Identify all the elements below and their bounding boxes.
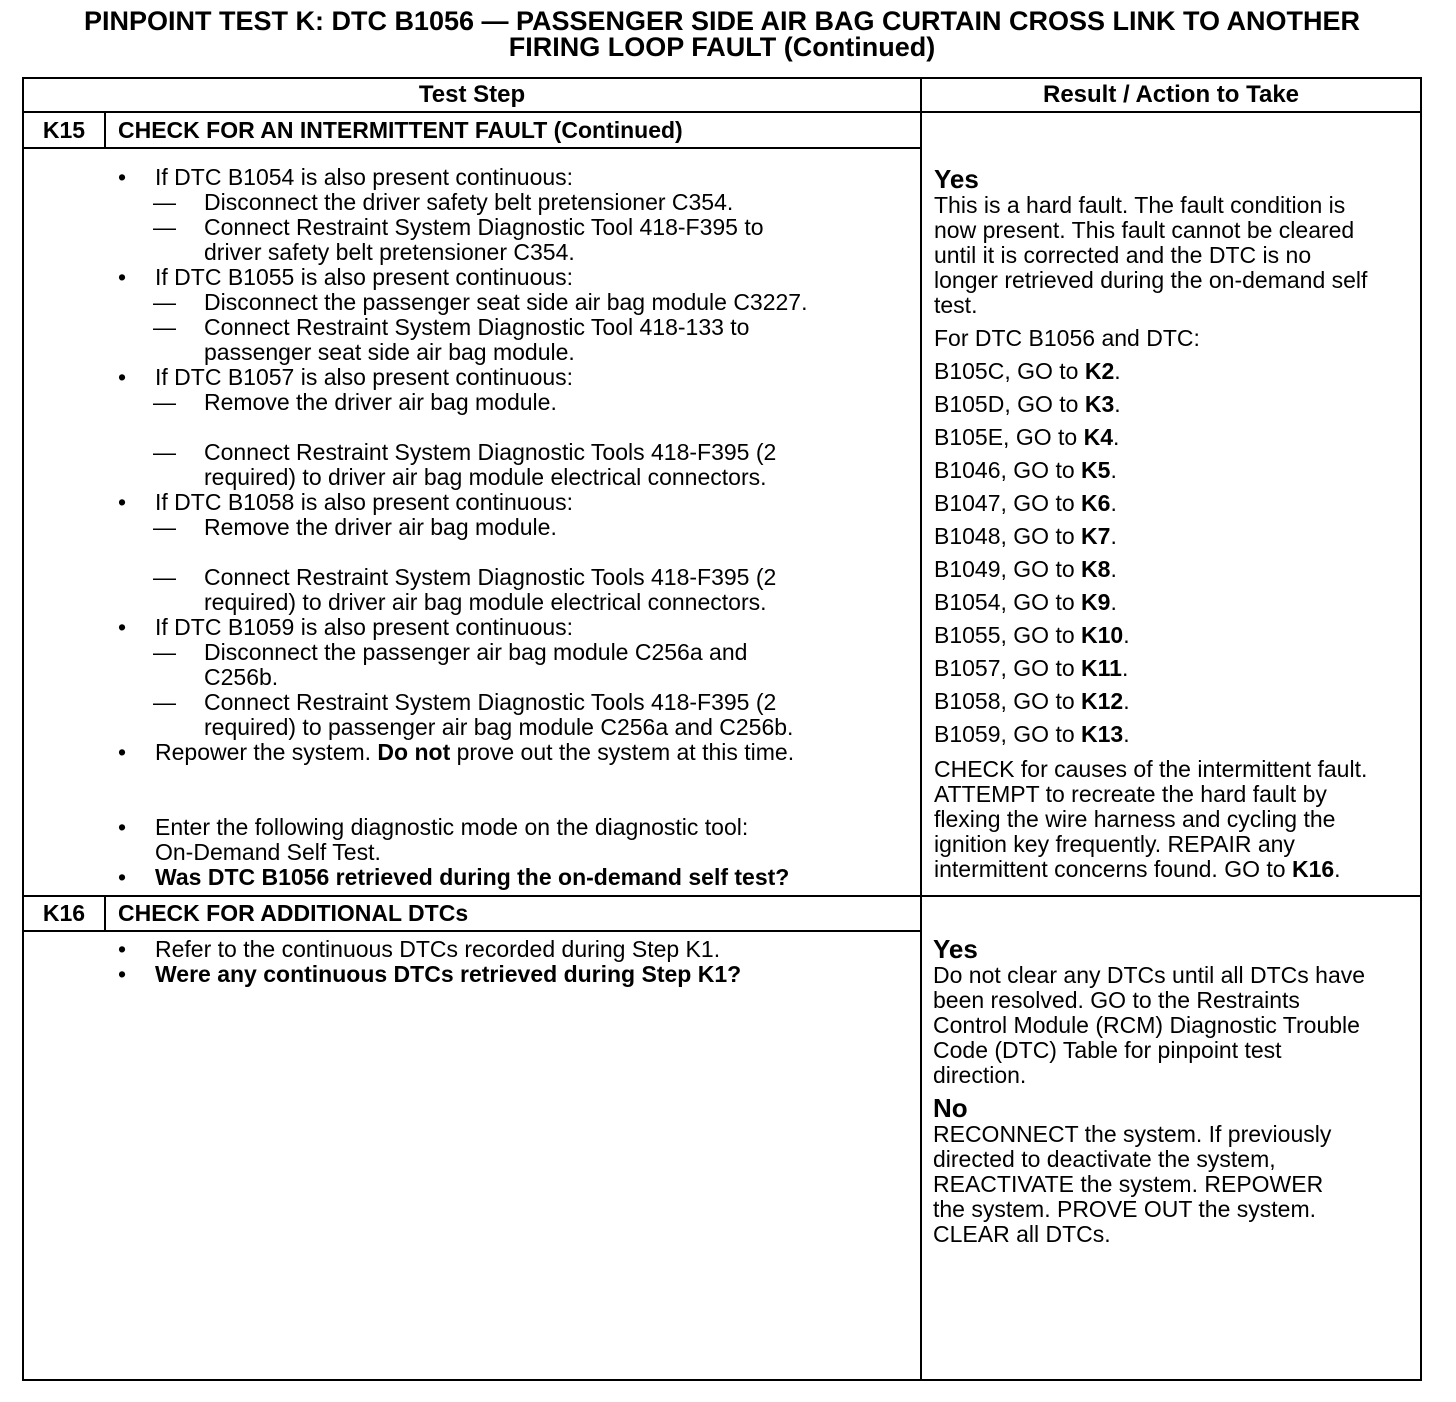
dash: — bbox=[153, 314, 176, 340]
instruction-text: passenger seat side air bag module. bbox=[204, 339, 575, 365]
instruction-text: On-Demand Self Test. bbox=[155, 839, 381, 865]
step-number-k15: K15 bbox=[42, 117, 86, 143]
dash: — bbox=[153, 564, 176, 590]
k16-instructions bbox=[118, 937, 908, 987]
instruction-line bbox=[118, 290, 908, 315]
dtc-code: B1058, GO to bbox=[934, 688, 1082, 714]
instruction-line bbox=[118, 390, 908, 415]
instruction-text: Connect Restraint System Diagnostic Tools 418-F395 (2 bbox=[204, 564, 777, 590]
do-not-emphasis: Do not bbox=[377, 739, 451, 765]
dtc-code: B1048, GO to bbox=[934, 523, 1082, 549]
check-text-line: CHECK for causes of the intermittent fault. bbox=[934, 756, 1368, 782]
instruction-text: Connect Restraint System Diagnostic Tool 418-133 to bbox=[204, 314, 750, 340]
k15-instructions bbox=[118, 165, 908, 890]
goto-line: B1058, GO to K12. bbox=[934, 688, 1130, 714]
instruction-line bbox=[118, 165, 908, 190]
goto-step: K11 bbox=[1081, 655, 1122, 681]
title-line-1: PINPOINT TEST K: DTC B1056 — PASSENGER SIDE AIR BAG CURTAIN CROSS LINK TO ANOTHER bbox=[83, 6, 1361, 36]
dtc-code: B105C, GO to bbox=[934, 358, 1085, 384]
instruction-text: required) to passenger air bag module C256a and C256b. bbox=[204, 714, 794, 740]
dtc-code: B1055, GO to bbox=[934, 622, 1082, 648]
yes-text-line: direction. bbox=[933, 1062, 1027, 1088]
goto-step: K10 bbox=[1081, 622, 1124, 648]
k15-question: Was DTC B1056 retrieved during the on-demand self test? bbox=[155, 864, 790, 890]
for-dtc-line: For DTC B1056 and DTC: bbox=[934, 325, 1200, 351]
no-text-line: RECONNECT the system. If previously bbox=[933, 1121, 1332, 1147]
goto-line: B1054, GO to K9. bbox=[934, 589, 1117, 615]
bullet: • bbox=[118, 961, 127, 987]
goto-step-k16: K16 bbox=[1291, 856, 1335, 882]
goto-step: K4 bbox=[1083, 424, 1113, 450]
instruction-line bbox=[118, 565, 908, 590]
goto-step: K7 bbox=[1081, 523, 1111, 549]
step-number-k16: K16 bbox=[42, 900, 86, 926]
instruction-line bbox=[118, 690, 908, 715]
instruction-text: Remove the driver air bag module. bbox=[204, 514, 557, 540]
bullet: • bbox=[118, 164, 127, 190]
instruction-text: Connect Restraint System Diagnostic Tool 418-F395 to bbox=[204, 214, 764, 240]
goto-step: K12 bbox=[1081, 688, 1124, 714]
bullet: • bbox=[118, 814, 127, 840]
k16-yes-label: Yes bbox=[933, 934, 978, 964]
yes-text-line: test. bbox=[934, 292, 978, 318]
yes-text-line: been resolved. GO to the Restraints bbox=[933, 987, 1300, 1013]
instruction-text: Connect Restraint System Diagnostic Tools 418-F395 (2 bbox=[204, 689, 777, 715]
k16-num-divider bbox=[104, 895, 106, 932]
instruction-text: Disconnect the driver safety belt pretensioner C354. bbox=[204, 189, 734, 215]
dash: — bbox=[153, 389, 176, 415]
yes-text-line: This is a hard fault. The fault condition is bbox=[934, 192, 1346, 218]
k15-yes-label: Yes bbox=[934, 164, 979, 194]
instruction-line bbox=[118, 415, 908, 440]
check-text-line: ATTEMPT to recreate the hard fault by bbox=[934, 781, 1327, 807]
instruction-text: Enter the following diagnostic mode on the diagnostic tool: bbox=[155, 814, 749, 840]
instruction-text: Remove the driver air bag module. bbox=[204, 389, 557, 415]
k15-result bbox=[934, 165, 1420, 882]
instruction-text: required) to driver air bag module electrical connectors. bbox=[204, 589, 767, 615]
goto-line: B1055, GO to K10. bbox=[934, 622, 1130, 648]
dash: — bbox=[153, 439, 176, 465]
step-title-k16: CHECK FOR ADDITIONAL DTCs bbox=[118, 900, 469, 926]
instruction-line bbox=[118, 190, 908, 215]
spacer bbox=[118, 765, 908, 790]
goto-line: B105D, GO to K3. bbox=[934, 391, 1121, 417]
yes-text-line: Code (DTC) Table for pinpoint test bbox=[933, 1037, 1282, 1063]
check-text-line: flexing the wire harness and cycling the bbox=[934, 806, 1336, 832]
bullet: • bbox=[118, 936, 127, 962]
goto-line: B105E, GO to K4. bbox=[934, 424, 1120, 450]
instruction-line bbox=[118, 540, 908, 565]
k15-num-divider bbox=[104, 111, 106, 149]
goto-step: K3 bbox=[1084, 391, 1115, 417]
instruction-text: If DTC B1059 is also present continuous: bbox=[155, 614, 574, 640]
goto-step: K8 bbox=[1081, 556, 1111, 582]
dtc-code: B1059, GO to bbox=[934, 721, 1082, 747]
bullet: • bbox=[118, 264, 127, 290]
no-text-line: directed to deactivate the system, bbox=[933, 1146, 1276, 1172]
k15-question-line bbox=[118, 865, 908, 890]
k16-no-label: No bbox=[933, 1093, 968, 1123]
instruction-line bbox=[118, 515, 908, 540]
k16-title-divider bbox=[22, 930, 922, 932]
instruction-text: Connect Restraint System Diagnostic Tools 418-F395 (2 bbox=[204, 439, 777, 465]
dash: — bbox=[153, 289, 176, 315]
step-title-k15: CHECK FOR AN INTERMITTENT FAULT (Continued) bbox=[118, 117, 683, 143]
dtc-code: B105E, GO to bbox=[934, 424, 1084, 450]
bullet: • bbox=[118, 489, 127, 515]
instruction-line bbox=[118, 365, 908, 390]
goto-step: K9 bbox=[1081, 589, 1111, 615]
instruction-line bbox=[118, 340, 908, 365]
goto-line: B1046, GO to K5. bbox=[934, 457, 1117, 483]
instruction-line bbox=[118, 215, 908, 240]
instruction-text: If DTC B1057 is also present continuous: bbox=[155, 364, 574, 390]
column-divider bbox=[920, 77, 922, 1381]
dash: — bbox=[153, 639, 176, 665]
instruction-line bbox=[118, 640, 908, 665]
dash: — bbox=[153, 214, 176, 240]
dtc-code: B1054, GO to bbox=[934, 589, 1082, 615]
yes-text-line: now present. This fault cannot be cleared bbox=[934, 217, 1355, 243]
k16-question: Were any continuous DTCs retrieved during Step K1? bbox=[155, 961, 742, 987]
bullet: • bbox=[118, 614, 127, 640]
title-line-2: FIRING LOOP FAULT (Continued) bbox=[508, 32, 936, 62]
instruction-text: required) to driver air bag module electrical connectors. bbox=[204, 464, 767, 490]
goto-step: K5 bbox=[1081, 457, 1111, 483]
instruction-line bbox=[118, 665, 908, 690]
instruction-line bbox=[118, 590, 908, 615]
instruction-text: If DTC B1054 is also present continuous: bbox=[155, 164, 574, 190]
goto-step: K13 bbox=[1081, 721, 1124, 747]
yes-text-line: until it is corrected and the DTC is no bbox=[934, 242, 1312, 268]
header-result: Result / Action to Take bbox=[1042, 81, 1300, 108]
bullet: • bbox=[118, 364, 127, 390]
instruction-line bbox=[118, 715, 908, 740]
instruction-text: If DTC B1058 is also present continuous: bbox=[155, 489, 574, 515]
yes-text-line: longer retrieved during the on-demand self bbox=[934, 267, 1368, 293]
yes-text-line: Control Module (RCM) Diagnostic Trouble bbox=[933, 1012, 1360, 1038]
check-last-line: intermittent concerns found. GO to K16. bbox=[934, 856, 1341, 882]
dtc-code: B1046, GO to bbox=[934, 457, 1082, 483]
repower-line bbox=[118, 740, 908, 765]
dash: — bbox=[153, 689, 176, 715]
enter-mode-cont bbox=[118, 840, 908, 865]
goto-line: B1059, GO to K13. bbox=[934, 721, 1130, 747]
instruction-line bbox=[118, 615, 908, 640]
goto-line: B1049, GO to K8. bbox=[934, 556, 1117, 582]
instruction-text: Disconnect the passenger seat side air bag module C3227. bbox=[204, 289, 808, 315]
repower-text: Repower the system. Do not prove out the system at this time. bbox=[155, 739, 795, 765]
instruction-line bbox=[118, 490, 908, 515]
instruction-line bbox=[118, 440, 908, 465]
goto-line: B105C, GO to K2. bbox=[934, 358, 1121, 384]
header-test-step: Test Step bbox=[418, 81, 526, 108]
dash: — bbox=[153, 514, 176, 540]
check-text-line: ignition key frequently. REPAIR any bbox=[934, 831, 1295, 857]
page-title bbox=[0, 8, 1444, 60]
bullet: • bbox=[118, 864, 127, 890]
k16-result bbox=[933, 935, 1419, 1247]
k16-refer-line: Refer to the continuous DTCs recorded during Step K1. bbox=[155, 936, 721, 962]
no-text-line: the system. PROVE OUT the system. bbox=[933, 1196, 1317, 1222]
instruction-text: Disconnect the passenger air bag module C256a and bbox=[204, 639, 748, 665]
dtc-code: B105D, GO to bbox=[934, 391, 1085, 417]
goto-step: K6 bbox=[1081, 490, 1111, 516]
dtc-code: B1057, GO to bbox=[934, 655, 1082, 681]
k15-title-divider bbox=[22, 147, 922, 149]
dtc-code: B1049, GO to bbox=[934, 556, 1082, 582]
instruction-text: driver safety belt pretensioner C354. bbox=[204, 239, 575, 265]
instruction-line bbox=[118, 265, 908, 290]
yes-text-line: Do not clear any DTCs until all DTCs have bbox=[933, 962, 1366, 988]
goto-line: B1048, GO to K7. bbox=[934, 523, 1117, 549]
goto-line: B1057, GO to K11. bbox=[934, 655, 1129, 681]
goto-step: K2 bbox=[1084, 358, 1115, 384]
bullet: • bbox=[118, 739, 127, 765]
instruction-text: C256b. bbox=[204, 664, 279, 690]
instruction-line bbox=[118, 315, 908, 340]
enter-mode-line bbox=[118, 815, 908, 840]
no-text-line: CLEAR all DTCs. bbox=[933, 1221, 1111, 1247]
instruction-line bbox=[118, 240, 908, 265]
spacer bbox=[118, 790, 908, 815]
dtc-code: B1047, GO to bbox=[934, 490, 1082, 516]
instruction-text: If DTC B1055 is also present continuous: bbox=[155, 264, 574, 290]
dash: — bbox=[153, 189, 176, 215]
goto-line: B1047, GO to K6. bbox=[934, 490, 1117, 516]
no-text-line: REACTIVATE the system. REPOWER bbox=[933, 1171, 1324, 1197]
instruction-line bbox=[118, 465, 908, 490]
